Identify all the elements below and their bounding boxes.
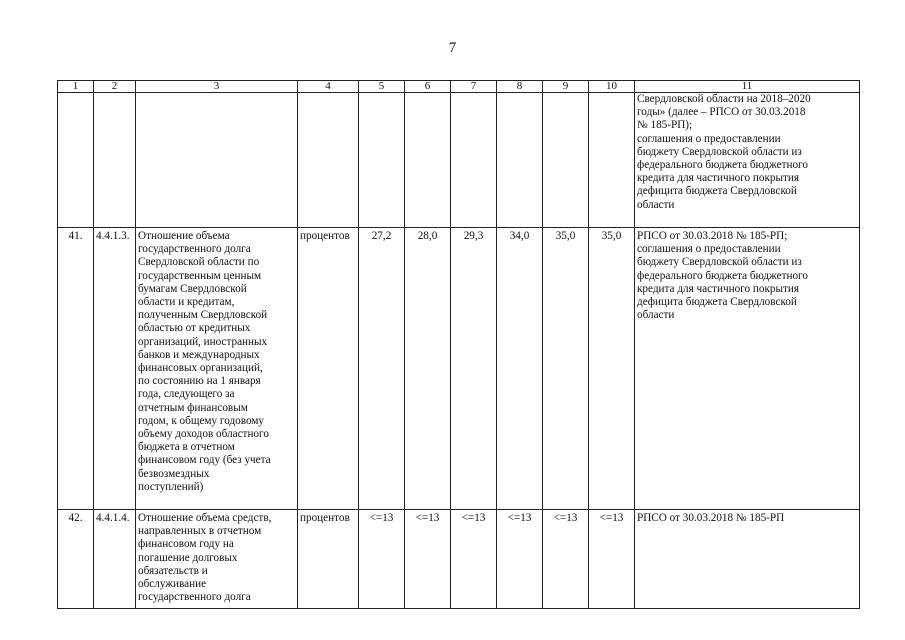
value-cell: 27,2	[359, 228, 405, 510]
row-number: 41.	[58, 228, 94, 510]
value-cell	[451, 93, 497, 228]
value-cell: <=13	[359, 510, 405, 609]
indicator-code	[94, 93, 136, 228]
value-cell: <=13	[589, 510, 635, 609]
table-row	[58, 510, 860, 609]
source-document: РПСО от 30.03.2018 № 185-РП	[635, 510, 860, 609]
value-cell	[497, 93, 543, 228]
value-cell: 29,3	[451, 228, 497, 510]
column-header: 9	[543, 81, 589, 93]
value-cell	[543, 93, 589, 228]
column-header: 11	[635, 81, 860, 93]
unit-cell: процентов	[298, 228, 359, 510]
source-document: РПСО от 30.03.2018 № 185-РП; соглашения о предоставлении бюджету Свердловской области из федерального бюджета бюджетного кредита для частичного покрытия дефицита бюджета Свердловской области	[635, 228, 860, 510]
value-cell	[589, 93, 635, 228]
value-cell: 28,0	[405, 228, 451, 510]
value-cell	[359, 93, 405, 228]
value-cell: 35,0	[543, 228, 589, 510]
value-cell: <=13	[497, 510, 543, 609]
page-number: 7	[448, 40, 457, 56]
unit-cell: процентов	[298, 510, 359, 609]
column-header: 5	[359, 81, 405, 93]
indicators-table	[57, 80, 860, 609]
column-header: 7	[451, 81, 497, 93]
unit-cell	[298, 93, 359, 228]
row-number	[58, 93, 94, 228]
column-header: 10	[589, 81, 635, 93]
indicator-code: 4.4.1.4.	[94, 510, 136, 609]
indicator-name: Отношение объема средств, направленных в отчетном финансовом году на погашение долговых обязательств и обслуживание государственного долга	[136, 510, 298, 609]
value-cell: 34,0	[497, 228, 543, 510]
value-cell	[405, 93, 451, 228]
indicator-name	[136, 93, 298, 228]
value-cell: 35,0	[589, 228, 635, 510]
column-header: 6	[405, 81, 451, 93]
value-cell: <=13	[451, 510, 497, 609]
column-header: 4	[298, 81, 359, 93]
column-header: 8	[497, 81, 543, 93]
table-row	[58, 228, 860, 510]
row-number: 42.	[58, 510, 94, 609]
table-row	[58, 93, 860, 228]
table-header-row	[58, 81, 860, 93]
indicator-name: Отношение объема государственного долга Свердловской области по государственным ценным бумагам Свердловской области и кредитам, полученным Свердловской областью от кредитных организаций, иностранных банков и международных финансовых организаций, по состоянию на 1 января года, следующего за отчетным финансовым годом, к общему годовому объему доходов областного бюджета в отчетном финансовом году (без учета безвозмездных поступлений)	[136, 228, 298, 510]
column-header: 2	[94, 81, 136, 93]
source-document: Свердловской области на 2018–2020 годы» (далее – РПСО от 30.03.2018 № 185-РП); соглашения о предоставлении бюджету Свердловской области из федерального бюджета бюджетного кредита для частичного покрытия дефицита бюджета Свердловской области	[635, 93, 860, 228]
column-header: 3	[136, 81, 298, 93]
column-header: 1	[58, 81, 94, 93]
value-cell: <=13	[405, 510, 451, 609]
indicator-code: 4.4.1.3.	[94, 228, 136, 510]
value-cell: <=13	[543, 510, 589, 609]
